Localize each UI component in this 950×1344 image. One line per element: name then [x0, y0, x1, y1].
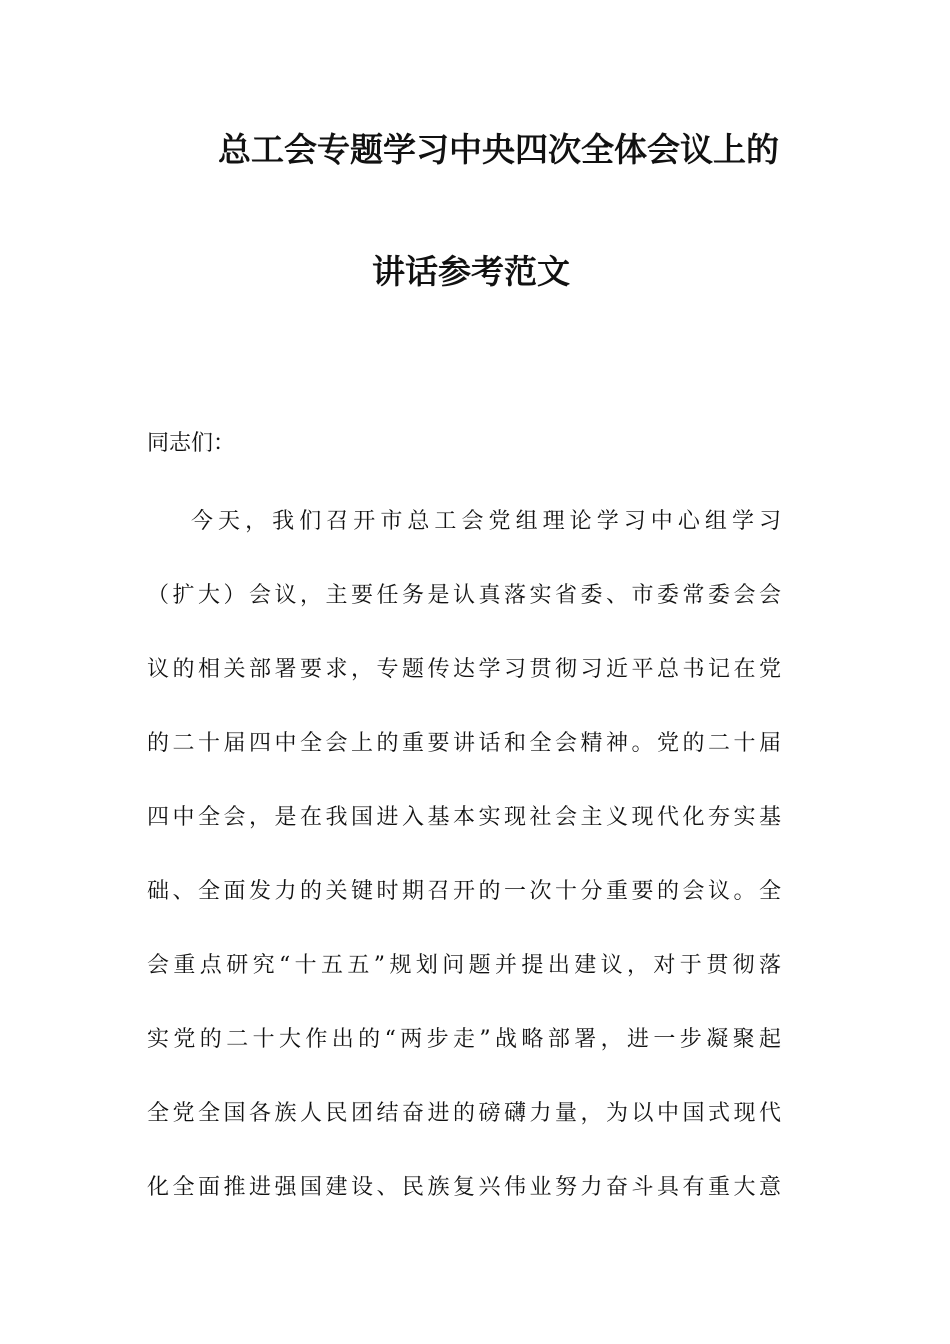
- body-line: 础、全面发力的关键时期召开的一次十分重要的会议。全: [147, 879, 781, 904]
- body-line: 四中全会，是在我国进入基本实现社会主义现代化夯实基: [147, 805, 781, 830]
- body-line: 议的相关部署要求，专题传达学习贯彻习近平总书记在党: [147, 657, 781, 682]
- body-text: [147, 504, 787, 1244]
- body-line: 全党全国各族人民团结奋进的磅礴力量，为以中国式现代: [147, 1101, 781, 1126]
- body-line: 的二十届四中全会上的重要讲话和全会精神。党的二十届: [147, 731, 781, 756]
- document-title-line-2: 讲话参考范文: [372, 252, 570, 291]
- body-line: 化全面推进强国建设、民族复兴伟业努力奋斗具有重大意: [147, 1175, 781, 1200]
- document-title-line-1: 总工会专题学习中央四次全体会议上的: [218, 130, 779, 169]
- salutation: 同志们：: [147, 431, 236, 456]
- body-line: 实党的二十大作出的“两步走”战略部署，进一步凝聚起: [147, 1027, 781, 1052]
- body-line: 今天，我们召开市总工会党组理论学习中心组学习: [191, 509, 781, 534]
- body-line: （扩大）会议，主要任务是认真落实省委、市委常委会会: [147, 583, 781, 608]
- body-line: 会重点研究“十五五”规划问题并提出建议，对于贯彻落: [147, 953, 781, 978]
